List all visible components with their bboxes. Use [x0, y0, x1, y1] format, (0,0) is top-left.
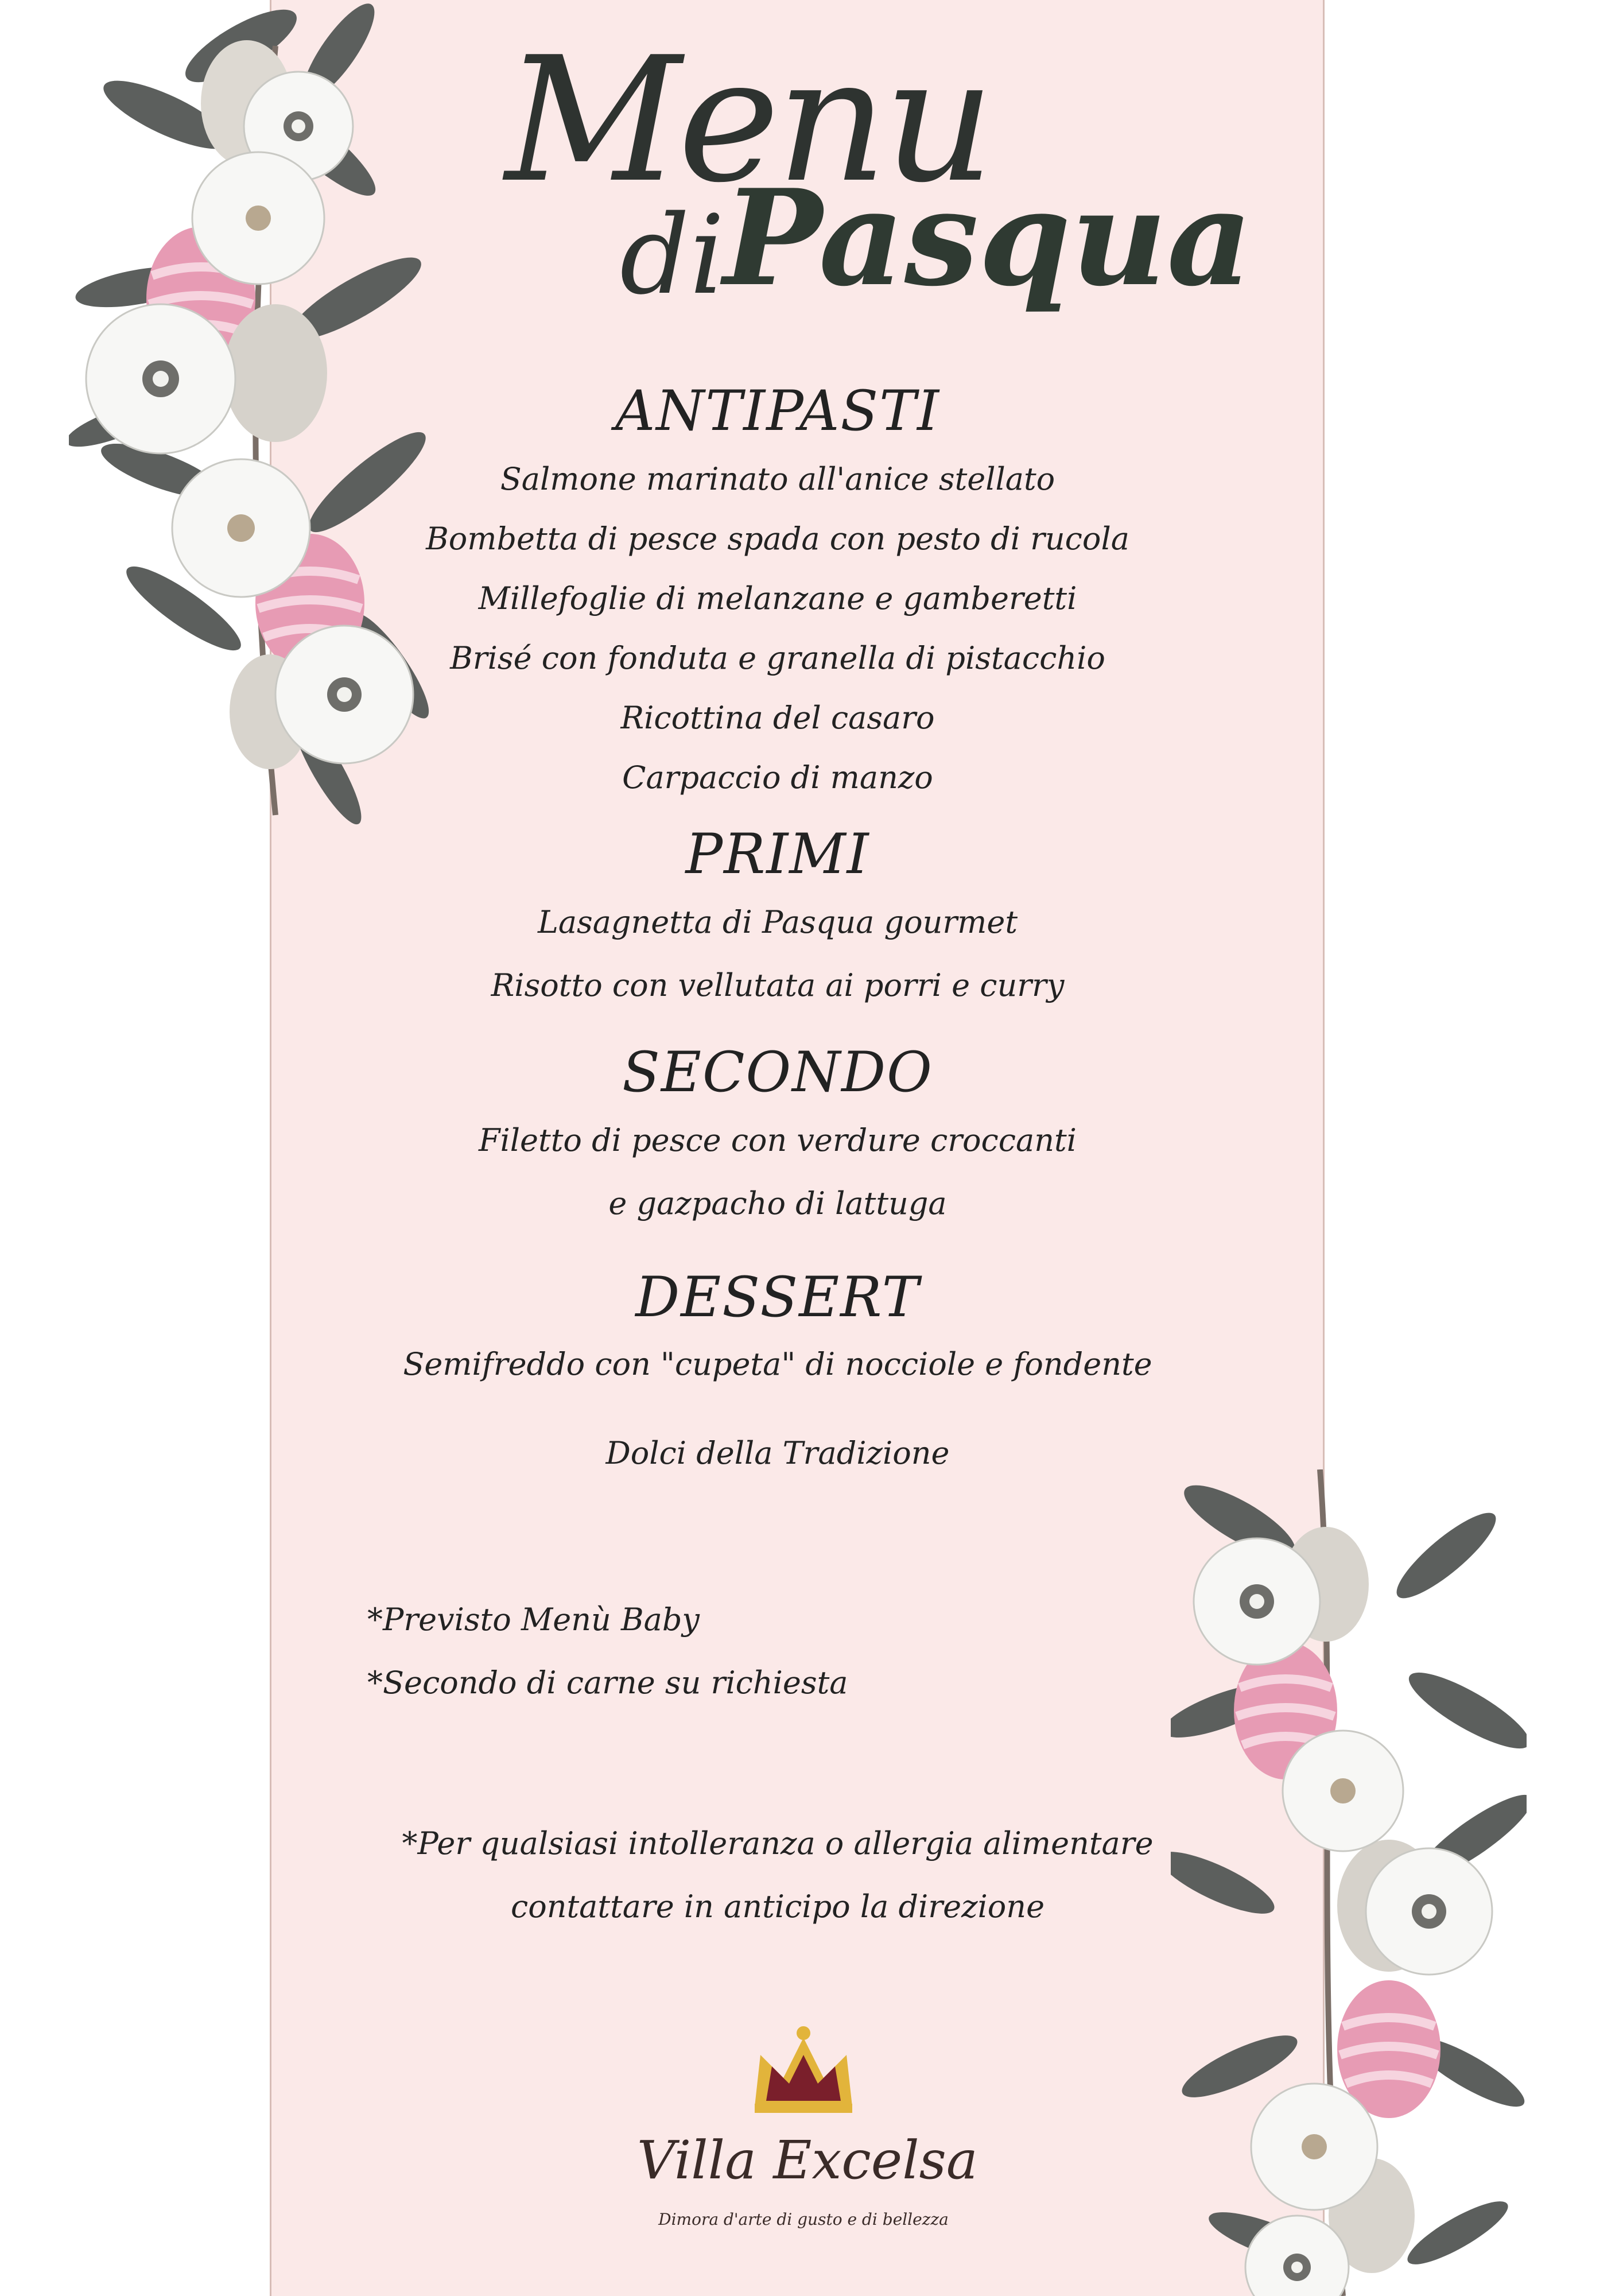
section-title-dessert: DESSERT: [635, 1265, 920, 1329]
dish-item: Semifreddo con "cupeta" di nocciole e fondente: [403, 1346, 1152, 1382]
villa-excelsa-logo: [603, 2020, 1004, 2250]
title-di: di: [620, 192, 725, 319]
title-menu: Menu: [505, 20, 992, 220]
section-title-secondo: SECONDO: [622, 1040, 933, 1104]
floral-decoration-top-left: [69, 0, 459, 827]
dish-item: Lasagnetta di Pasqua gourmet: [537, 904, 1018, 940]
note-allergy-line1: *Per qualsiasi intolleranza o allergia alimentare: [402, 1825, 1154, 1861]
dish-item: Filetto di pesce con verdure croccanti: [479, 1122, 1077, 1158]
title-pasqua: Pasqua: [723, 161, 1253, 316]
note-baby-menu: *Previsto Menù Baby: [367, 1601, 700, 1638]
section-title-antipasti: ANTIPASTI: [615, 379, 941, 443]
crown-icon: [749, 2020, 858, 2118]
dish-item: Brisé con fonduta e granella di pistacchio: [450, 640, 1105, 676]
dish-item: Dolci della Tradizione: [605, 1435, 950, 1471]
dish-item: Bombetta di pesce spada con pesto di rucola: [426, 521, 1129, 557]
dish-item: Millefoglie di melanzane e gamberetti: [478, 580, 1077, 616]
dish-item: Ricottina del casaro: [620, 700, 935, 736]
dish-item: e gazpacho di lattuga: [608, 1185, 947, 1221]
dish-item: Salmone marinato all'anice stellato: [500, 461, 1055, 497]
section-title-primi: PRIMI: [685, 822, 870, 886]
logo-tagline: Dimora d'arte di gusto e di bellezza: [658, 2210, 949, 2229]
note-meat-option: *Secondo di carne su richiesta: [367, 1665, 848, 1701]
dish-item: Carpaccio di manzo: [622, 759, 933, 796]
floral-decoration-bottom-right: [1171, 1469, 1527, 2296]
note-allergy-line2: contattare in anticipo la direzione: [510, 1888, 1045, 1925]
dish-item: Risotto con vellutata ai porri e curry: [491, 967, 1065, 1003]
logo-name: Villa Excelsa: [637, 2130, 978, 2191]
